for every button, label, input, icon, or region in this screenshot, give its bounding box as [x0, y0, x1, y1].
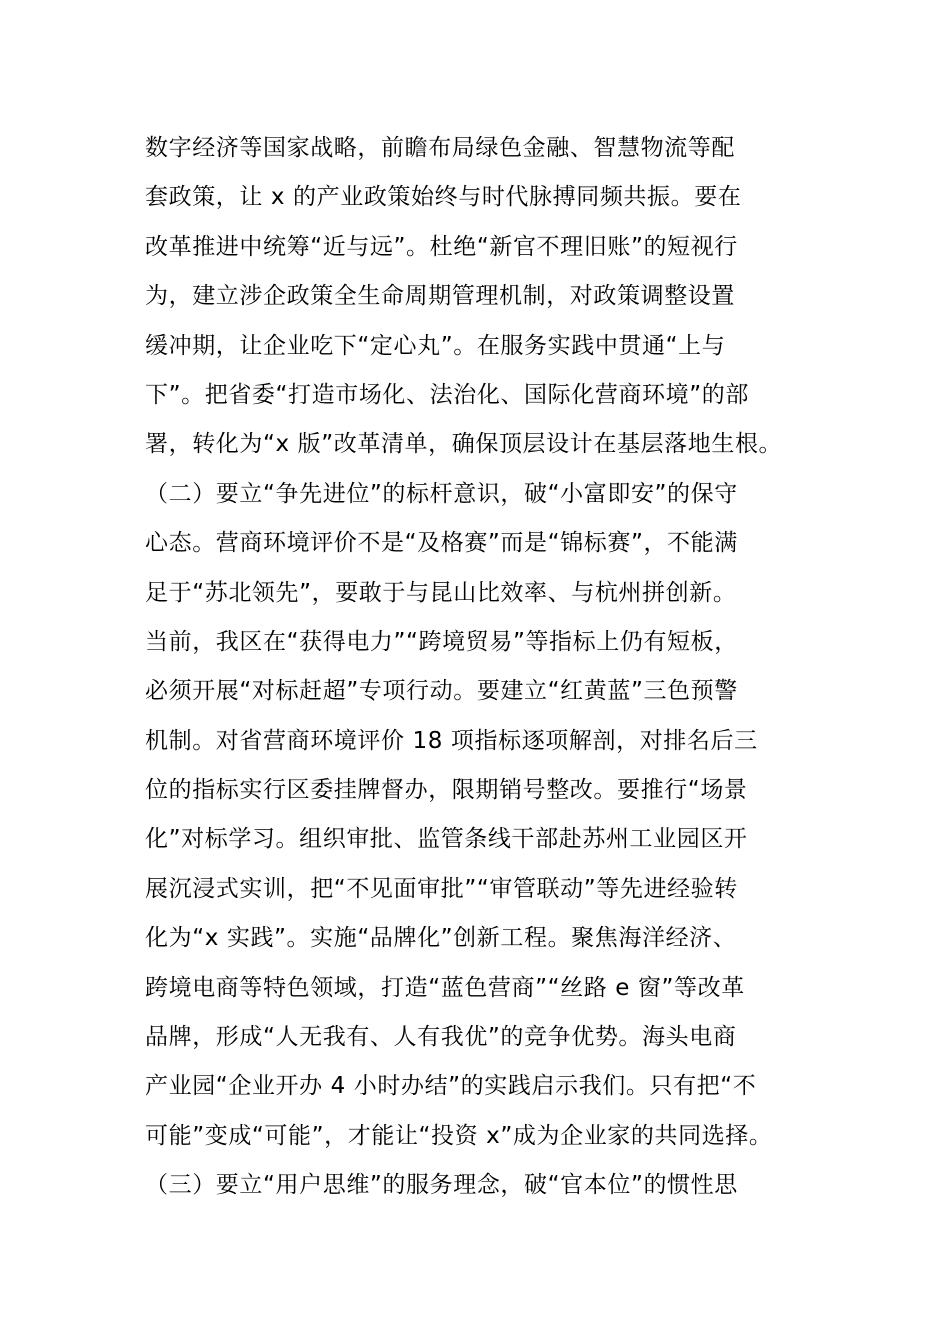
text-line: 跨境电商等特色领域，打造“蓝色营商”“丝路 e 窗”等改革	[145, 974, 745, 1001]
text-line: （三）要立“用户思维”的服务理念，破“官本位”的惯性思	[145, 1172, 738, 1199]
text-line: 缓冲期，让企业吃下“定心丸”。在服务实践中贯通“上与	[145, 332, 726, 359]
text-line: 心态。营商环境评价不是“及格赛”而是“锦标赛”，不能满	[145, 530, 738, 557]
text-line: 为，建立涉企政策全生命周期管理机制，对政策调整设置	[145, 283, 735, 310]
text-line: 展沉浸式实训，把“不见面审批”“审管联动”等先进经验转	[145, 875, 738, 902]
text-line: 化”对标学习。组织审批、监管条线干部赴苏州工业园区开	[145, 826, 748, 853]
text-line: 必须开展“对标赶超”专项行动。要建立“红黄蓝”三色预警	[145, 678, 738, 705]
text-line: 可能”变成“可能”，才能让“投资 x”成为企业家的共同选择。	[145, 1122, 773, 1149]
text-line: 下”。把省委“打造市场化、法治化、国际化营商环境”的部	[145, 381, 749, 408]
text-line: 署，转化为“x 版”改革清单，确保顶层设计在基层落地生根。	[145, 431, 783, 458]
text-line: 位的指标实行区委挂牌督办，限期销号整改。要推行“场景	[145, 777, 748, 804]
document-body	[145, 124, 825, 1211]
text-line: 机制。对省营商环境评价 18 项指标逐项解剖，对排名后三	[145, 727, 758, 754]
text-line: 品牌，形成“人无我有、人有我优”的竞争优势。海头电商	[145, 1024, 737, 1051]
text-line: 产业园“企业开办 4 小时办结”的实践启示我们。只有把“不	[145, 1073, 757, 1100]
text-line: （二）要立“争先进位”的标杆意识，破“小富即安”的保守	[145, 480, 738, 507]
text-line: 改革推进中统筹“近与远”。杜绝“新官不理旧账”的短视行	[145, 233, 738, 260]
text-line: 套政策，让 x 的产业政策始终与时代脉搏同频共振。要在	[145, 184, 742, 211]
text-line: 化为“x 实践”。实施“品牌化”创新工程。聚焦海洋经济、	[145, 925, 737, 952]
text-line: 当前，我区在“获得电力”“跨境贸易”等指标上仍有短板，	[145, 628, 738, 655]
text-line: 足于“苏北领先”，要敢于与昆山比效率、与杭州拼创新。	[145, 579, 737, 606]
text-line: 数字经济等国家战略，前瞻布局绿色金融、智慧物流等配	[145, 135, 735, 161]
